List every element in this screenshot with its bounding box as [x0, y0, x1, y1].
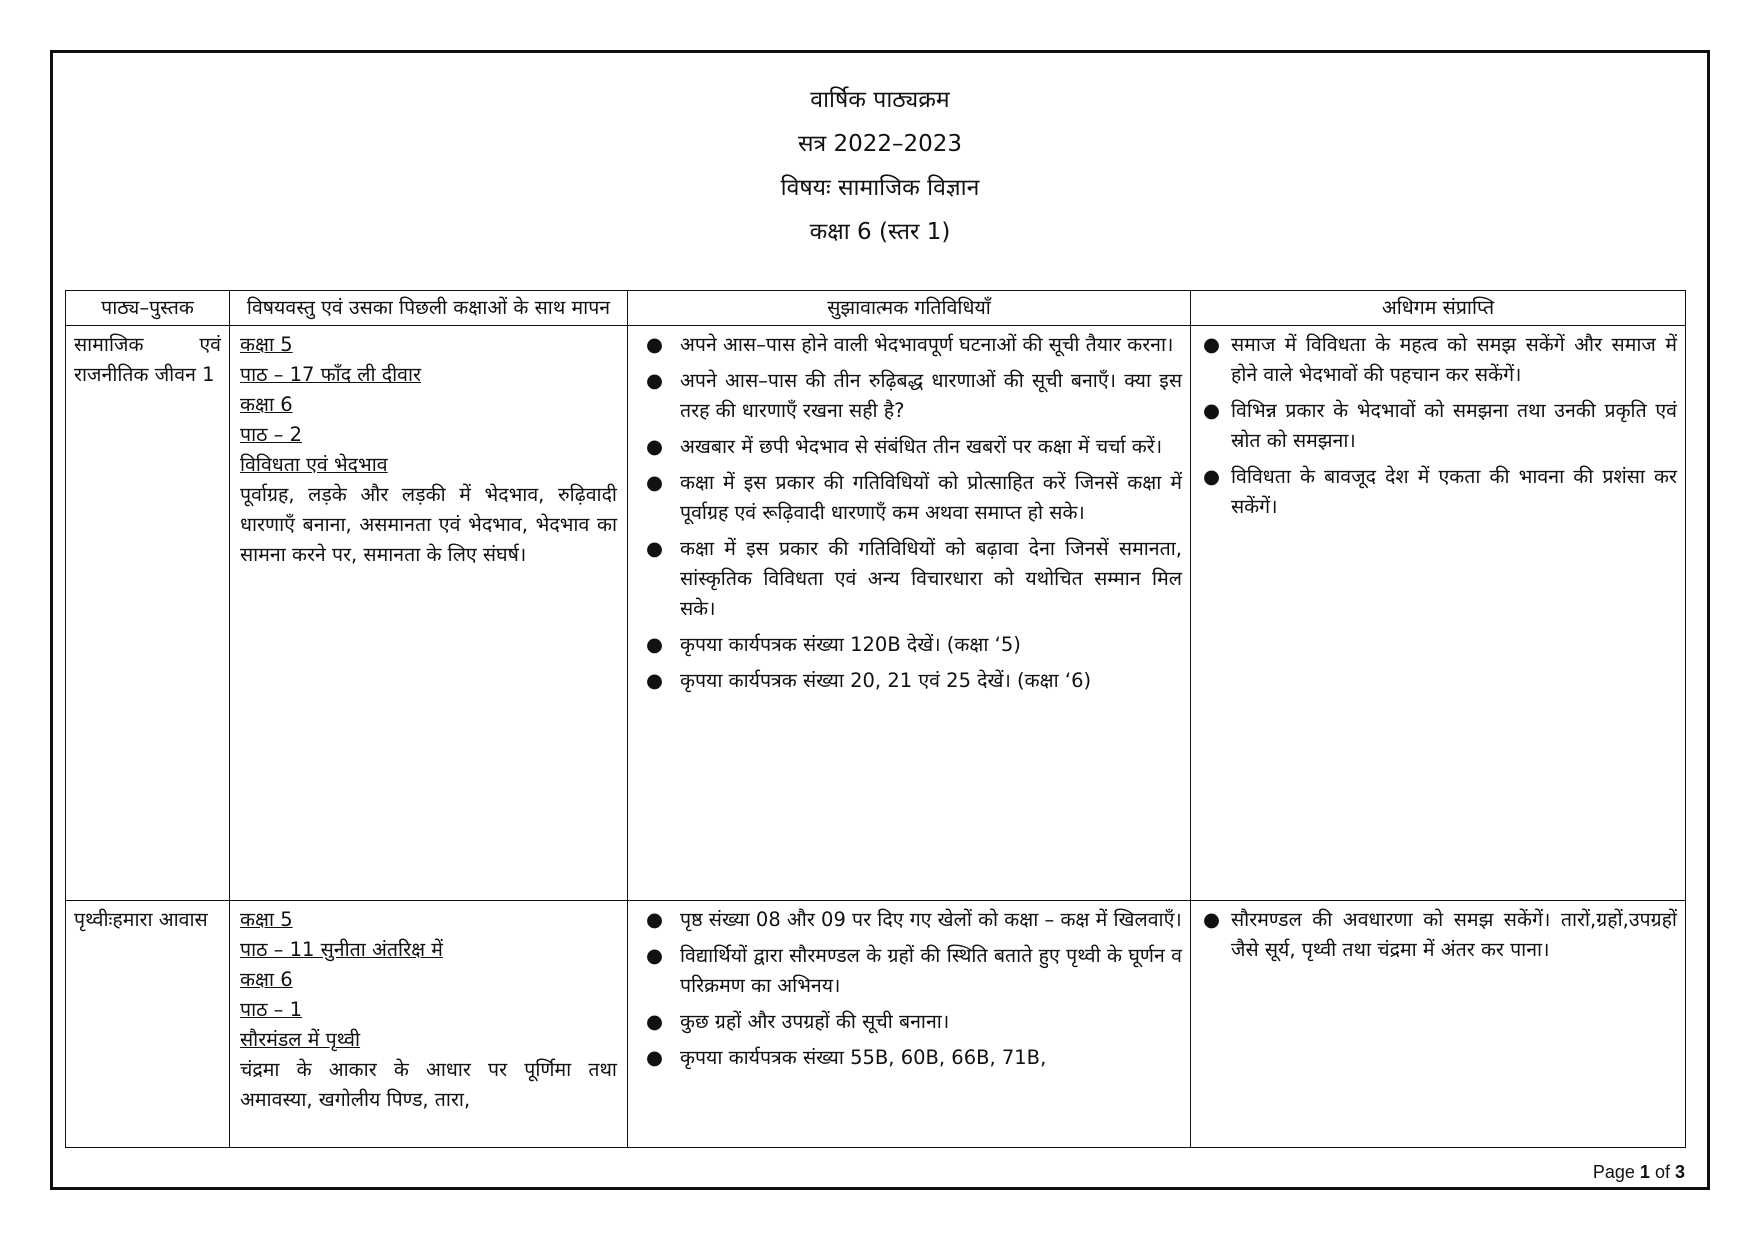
- activities-list: [632, 330, 1182, 696]
- list-item-text: सौरमण्डल की अवधारणा को समझ सकेंगें। तारों,ग्रहों,उपग्रहों जैसे सूर्य, पृथ्वी तथा चंद्रमा में अंतर कर पाना।: [1231, 908, 1677, 961]
- outcomes-cell: [1191, 901, 1686, 1148]
- header-textbook: पाठ्य–पुस्तक: [66, 291, 230, 326]
- list-item-text: विभिन्न प्रकार के भेदभावों को समझना तथा उनकी प्रकृति एवं स्रोत को समझना।: [1231, 399, 1677, 452]
- list-item-text: कृपया कार्यपत्रक संख्या 55B, 60B, 66B, 71B,: [680, 1046, 1047, 1069]
- bullet-icon: ●: [646, 633, 664, 656]
- list-item: [632, 366, 1182, 426]
- bullet-icon: ●: [646, 435, 664, 458]
- list-item-text: कक्षा में इस प्रकार की गतिविधियों को प्रोत्साहित करें जिनसें कक्षा में पूर्वाग्रह एवं रूढ़िवादी धारणाएँ कम अथवा समाप्त हो सके।: [680, 471, 1182, 524]
- list-item: [1195, 330, 1677, 390]
- class6-lesson: पाठ – 1: [240, 998, 303, 1021]
- list-item: [1195, 396, 1677, 456]
- header-class: कक्षा 6 (स्तर 1): [809, 219, 951, 245]
- table-row: [66, 901, 1686, 1148]
- list-item-text: अखबार में छपी भेदभाव से संबंधित तीन खबरों पर कक्षा में चर्चा करें।: [680, 435, 1163, 458]
- bullet-icon: ●: [646, 908, 664, 931]
- document-header: [53, 78, 1707, 254]
- class5-lesson: पाठ – 11 सुनीता अंतरिक्ष में: [240, 938, 443, 961]
- table-header-row: [66, 291, 1686, 326]
- bullet-icon: ●: [1203, 465, 1221, 488]
- textbook-cell: सामाजिक एवं राजनीतिक जीवन 1: [66, 326, 230, 901]
- list-item: [1195, 462, 1677, 522]
- textbook-cell: पृथ्वीःहमारा आवास: [66, 901, 230, 1148]
- syllabus-table: [65, 290, 1686, 1148]
- list-item: [632, 630, 1182, 660]
- bullet-icon: ●: [646, 471, 664, 494]
- list-item-text: विद्यार्थियों द्वारा सौरमण्डल के ग्रहों की स्थिति बताते हुए पृथ्वी के घूर्णन व परिक्रमण का अभिनय।: [680, 944, 1182, 997]
- list-item: [632, 905, 1182, 935]
- activities-cell: [628, 326, 1191, 901]
- list-item: [632, 468, 1182, 528]
- list-item: [632, 432, 1182, 462]
- bullet-icon: ●: [646, 944, 664, 967]
- bullet-icon: ●: [1203, 333, 1221, 356]
- table-row: [66, 326, 1686, 901]
- list-item: [632, 1043, 1182, 1073]
- page-number: [1593, 1162, 1685, 1183]
- activities-cell: [628, 901, 1191, 1148]
- class6-label: कक्षा 6: [240, 393, 293, 416]
- class6-lesson: पाठ – 2: [240, 423, 303, 446]
- list-item: [632, 534, 1182, 624]
- activities-list: [632, 905, 1182, 1073]
- of-label: of: [1654, 1162, 1670, 1182]
- bullet-icon: ●: [646, 669, 664, 692]
- header-session: सत्र 2022–2023: [797, 131, 963, 157]
- header-activities: सुझावात्मक गतिविधियाँ: [628, 291, 1191, 326]
- header-outcomes: अधिगम संप्राप्ति: [1191, 291, 1686, 326]
- header-title: वार्षिक पाठ्यक्रम: [810, 87, 950, 113]
- class5-label: कक्षा 5: [240, 333, 293, 356]
- list-item: [632, 1007, 1182, 1037]
- list-item-text: समाज में विविधता के महत्व को समझ सकेंगें और समाज में होने वाले भेदभावों की पहचान कर सकेंगें।: [1231, 333, 1677, 386]
- class6-label: कक्षा 6: [240, 968, 293, 991]
- list-item-text: कक्षा में इस प्रकार की गतिविधियों को बढ़ावा देना जिनसें समानता, सांस्कृतिक विविधता एवं अन्य विचारधारा को यथोचित सम्मान मिल सके।: [680, 537, 1182, 620]
- outcomes-cell: [1191, 326, 1686, 901]
- content-cell: [230, 326, 628, 901]
- list-item-text: कुछ ग्रहों और उपग्रहों की सूची बनाना।: [680, 1010, 950, 1033]
- outcomes-list: [1195, 905, 1677, 965]
- class5-label: कक्षा 5: [240, 908, 293, 931]
- page-frame: [50, 50, 1710, 1190]
- list-item: [632, 666, 1182, 696]
- outcomes-list: [1195, 330, 1677, 522]
- page-current: 1: [1639, 1162, 1650, 1182]
- list-item-text: कृपया कार्यपत्रक संख्या 120B देखें। (कक्षा ‘5): [680, 633, 1021, 656]
- class5-lesson: पाठ – 17 फाँद ली दीवार: [240, 363, 421, 386]
- list-item-text: पृष्ठ संख्या 08 और 09 पर दिए गए खेलों को कक्षा – कक्ष में खिलवाएँ।: [680, 908, 1182, 931]
- list-item-text: अपने आस–पास होने वाली भेदभावपूर्ण घटनाओं की सूची तैयार करना।: [680, 333, 1174, 356]
- bullet-icon: ●: [1203, 908, 1221, 931]
- list-item-text: कृपया कार्यपत्रक संख्या 20, 21 एवं 25 देखें। (कक्षा ‘6): [680, 669, 1092, 692]
- bullet-icon: ●: [646, 1010, 664, 1033]
- list-item: [1195, 905, 1677, 965]
- header-content: विषयवस्तु एवं उसका पिछली कक्षाओं के साथ मापन: [230, 291, 628, 326]
- header-subject: विषयः सामाजिक विज्ञान: [780, 175, 980, 201]
- bullet-icon: ●: [646, 537, 664, 560]
- content-description: चंद्रमा के आकार के आधार पर पूर्णिमा तथा अमावस्या, खगोलीय पिण्ड, तारा,: [240, 1058, 617, 1111]
- list-item: [632, 330, 1182, 360]
- content-description: पूर्वाग्रह, लड़के और लड़की में भेदभाव, रुढ़िवादी धारणाएँ बनाना, असमानता एवं भेदभाव, भेदभाव का सामना करने पर, समानता के लिए संघर्ष।: [240, 483, 617, 566]
- page-total: 3: [1674, 1162, 1685, 1182]
- bullet-icon: ●: [1203, 399, 1221, 422]
- bullet-icon: ●: [646, 1046, 664, 1069]
- list-item: [632, 941, 1182, 1001]
- class6-lesson-title: सौरमंडल में पृथ्वी: [240, 1028, 361, 1051]
- class6-lesson-title: विविधता एवं भेदभाव: [240, 453, 388, 476]
- list-item-text: अपने आस–पास की तीन रुढ़िबद्ध धारणाओं की सूची बनाएँ। क्या इस तरह की धारणाएँ रखना सही है?: [680, 369, 1182, 422]
- content-cell: [230, 901, 628, 1148]
- bullet-icon: ●: [646, 369, 664, 392]
- bullet-icon: ●: [646, 333, 664, 356]
- page-label: Page: [1592, 1162, 1635, 1182]
- list-item-text: विविधता के बावजूद देश में एकता की भावना की प्रशंसा कर सकेंगें।: [1231, 465, 1677, 518]
